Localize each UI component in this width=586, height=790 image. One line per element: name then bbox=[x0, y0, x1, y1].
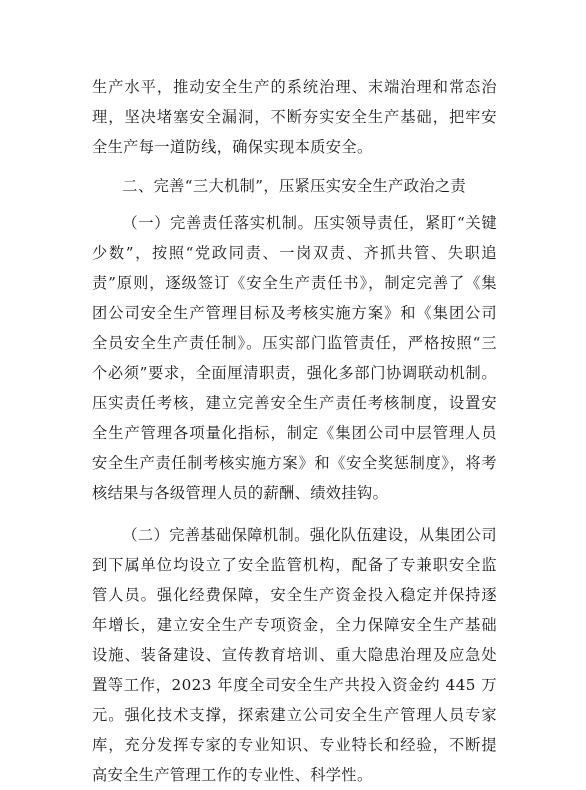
section-heading-2: 二、完善“三大机制”，压紧压实安全生产政治之责 bbox=[122, 177, 467, 195]
paragraph-intro-continuation: 生产水平，推动安全生产的系统治理、末端治理和常态治理，坚决堵塞安全漏洞，不断夯实安全生产基础，把牢安全生产每一道防线，确保实现本质安全。 bbox=[92, 78, 497, 156]
paragraph-basic-guarantee-mechanism: （二）完善基础保障机制。强化队伍建设，从集团公司到下属单位均设立了安全监管机构，配备了专兼职安全监管人员。强化经费保障，安全生产资金投入稳定并保持逐年增长，建立安全生产专项资金，全力保障安全生产基础设施、装备建设、宣传教育培训、重大隐患治理及应急处置等工作，2023 年度全司安全生产共投入资金约 445 万元。强化技术支撑，探索建立公司安全生产管理人员专家库，充分发挥专家的专业知识、专业特长和经验，不断提高安全生产管理工作的专业性、科学性。 bbox=[92, 526, 497, 784]
paragraph-responsibility-mechanism: （一）完善责任落实机制。压实领导责任，紧盯“关键少数”，按照“党政同责、一岗双责、齐抓共管、失职追责”原则，逐级签订《安全生产责任书》，制定完善了《集团公司安全生产管理目标及考核实施方案》和《集团公司全员安全生产责任制》。压实部门监管责任，严格按照“三个必须”要求，全面厘清职责，强化多部门协调联动机制。压实责任考核，建立完善安全生产责任考核制度，设置安全生产管理各项量化指标，制定《集团公司中层管理人员安全生产责任制考核实施方案》和《安全奖惩制度》，将考核结果与各级管理人员的薪酬、绩效挂钩。 bbox=[92, 214, 497, 502]
document-body bbox=[92, 72, 497, 790]
